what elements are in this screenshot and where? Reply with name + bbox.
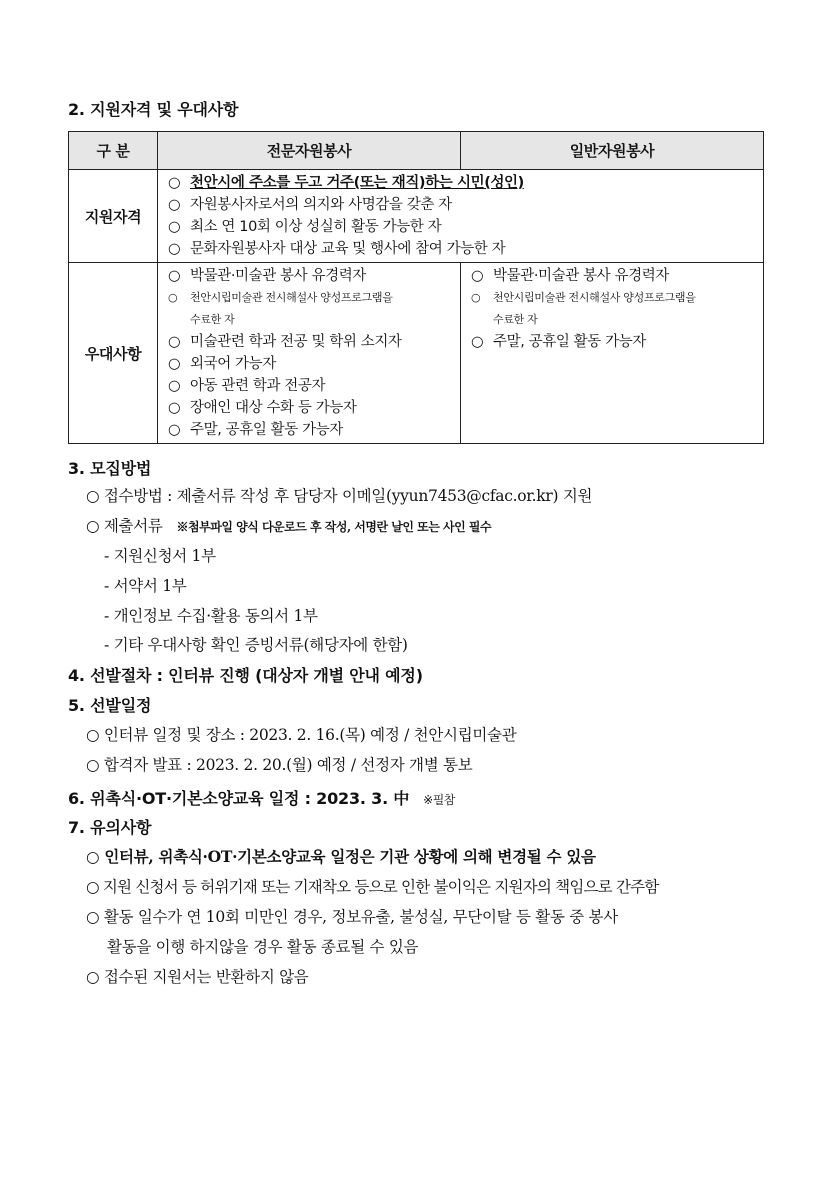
preference-professional-cell bbox=[158, 263, 461, 444]
list-item: ○ 미술관련 학과 전공 및 학위 소지자 bbox=[168, 334, 402, 350]
section-3-title: 3. 모집방법 bbox=[68, 459, 152, 478]
document-item: - 기타 우대사항 확인 증빙서류(해당자에 한함) bbox=[104, 636, 408, 654]
list-item-continued: 수료한 자 bbox=[190, 313, 235, 326]
schedule-item: ○ 합격자 발표 : 2023. 2. 20.(월) 예정 / 선정자 개별 통보 bbox=[86, 756, 473, 774]
required-documents-label: ○ 제출서류 ※첨부파일 양식 다운로드 후 작성, 서명란 날인 또는 사인 필수 bbox=[86, 517, 492, 535]
notice-item: ○ 접수된 지원서는 반환하지 않음 bbox=[86, 968, 309, 986]
section-4-title: 4. 선발절차 : 인터뷰 진행 (대상자 개별 안내 예정) bbox=[68, 666, 423, 685]
section-6-title: 6. 위촉식·OT·기본소양교육 일정 : 2023. 3. 中 ※필참 bbox=[68, 789, 455, 808]
list-item: ○ 천안시립미술관 전시해설사 양성프로그램을 bbox=[168, 291, 393, 304]
notice-item-continued: 활동을 이행 하지않을 경우 활동 종료될 수 있음 bbox=[107, 938, 419, 956]
section-5-title: 5. 선발일정 bbox=[68, 696, 152, 715]
schedule-item: ○ 인터뷰 일정 및 장소 : 2023. 2. 16.(목) 예정 / 천안시립미술관 bbox=[86, 726, 517, 744]
list-item: ○ 박물관·미술관 봉사 유경력자 bbox=[168, 268, 366, 284]
header-general: 일반자원봉사 bbox=[461, 132, 764, 170]
list-item: ○ 주말, 공휴일 활동 가능자 bbox=[168, 422, 343, 438]
document-item: - 지원신청서 1부 bbox=[104, 547, 216, 565]
table-header-row bbox=[69, 132, 764, 170]
header-category: 구 분 bbox=[69, 132, 158, 170]
document-item: - 개인정보 수집·활용 동의서 1부 bbox=[104, 607, 318, 625]
list-item: ○ 천안시에 주소를 두고 거주(또는 재직)하는 시민(성인) bbox=[168, 175, 524, 191]
qualification-label: 지원자격 bbox=[69, 170, 158, 263]
preference-label: 우대사항 bbox=[69, 263, 158, 444]
list-item: ○ 최소 연 10회 이상 성실히 활동 가능한 자 bbox=[168, 219, 442, 235]
list-item: ○ 주말, 공휴일 활동 가능자 bbox=[471, 334, 646, 350]
list-item: ○ 외국어 가능자 bbox=[168, 356, 276, 372]
notice-item: ○ 지원 신청서 등 허위기재 또는 기재착오 등으로 인한 불이익은 지원자의 책임으로 간주함 bbox=[86, 878, 659, 896]
notice-item: ○ 활동 일수가 연 10회 미만인 경우, 정보유출, 불성실, 무단이탈 등 활동 중 봉사 bbox=[86, 908, 618, 926]
header-professional: 전문자원봉사 bbox=[158, 132, 461, 170]
qualification-table bbox=[68, 131, 764, 444]
notice-item: ○ 인터뷰, 위촉식·OT·기본소양교육 일정은 기관 상황에 의해 변경될 수 있음 bbox=[86, 847, 596, 866]
documents-note: ※첨부파일 양식 다운로드 후 작성, 서명란 날인 또는 사인 필수 bbox=[176, 520, 492, 534]
document-item: - 서약서 1부 bbox=[104, 577, 187, 595]
list-item-continued: 수료한 자 bbox=[493, 313, 538, 326]
qualification-cell bbox=[158, 170, 764, 263]
list-item: ○ 아동 관련 학과 전공자 bbox=[168, 378, 326, 394]
list-item: ○ 자원봉사자로서의 의지와 사명감을 갖춘 자 bbox=[168, 197, 452, 213]
preference-row bbox=[69, 263, 764, 444]
list-item: ○ 천안시립미술관 전시해설사 양성프로그램을 bbox=[471, 291, 696, 304]
list-item: ○ 장애인 대상 수화 등 가능자 bbox=[168, 400, 357, 416]
preference-general-cell bbox=[461, 263, 764, 444]
section-2-title: 2. 지원자격 및 우대사항 bbox=[68, 100, 239, 119]
mandatory-note: ※필참 bbox=[423, 793, 455, 807]
list-item: ○ 문화자원봉사자 대상 교육 및 행사에 참여 가능한 자 bbox=[168, 241, 506, 257]
submission-method: ○ 접수방법 : 제출서류 작성 후 담당자 이메일(yyun7453@cfac.or.kr) 지원 bbox=[86, 487, 593, 505]
qualification-row bbox=[69, 170, 764, 263]
list-item: ○ 박물관·미술관 봉사 유경력자 bbox=[471, 268, 669, 284]
section-7-title: 7. 유의사항 bbox=[68, 818, 152, 837]
